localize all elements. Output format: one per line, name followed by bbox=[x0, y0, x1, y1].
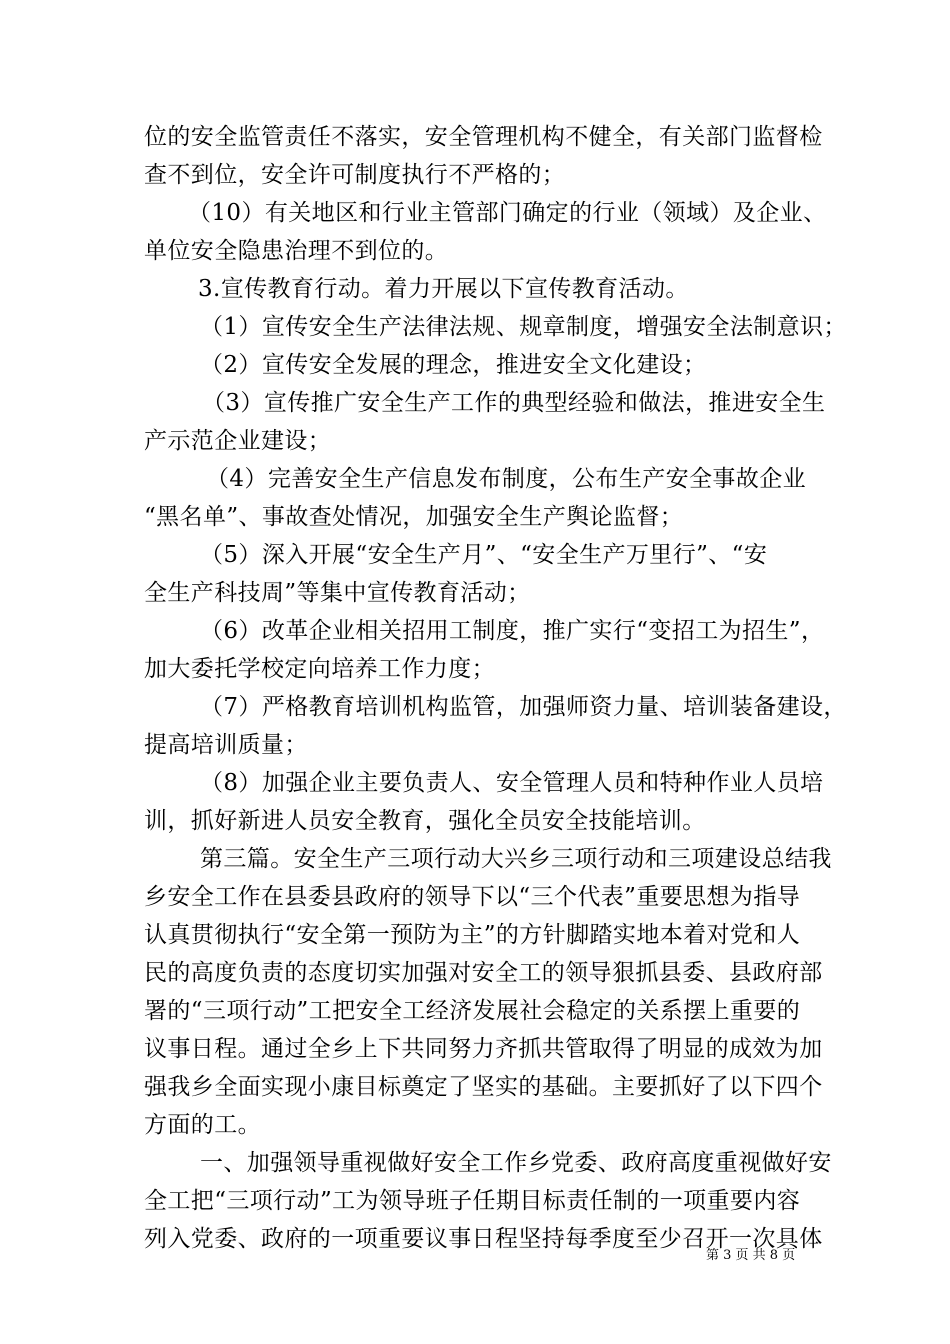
text-line: 全工把“三项行动”工为领导班子任期目标责任制的一项重要内容 bbox=[144, 1188, 801, 1214]
text-line: 加大委托学校定向培养工作力度； bbox=[144, 656, 495, 682]
text-line: 一、加强领导重视做好安全工作乡党委、政府高度重视做好安 bbox=[200, 1150, 832, 1176]
text-line: 查不到位，安全许可制度执行不严格的； bbox=[144, 162, 566, 188]
text-line: 列入党委、政府的一项重要议事日程坚持每季度至少召开一次具体 bbox=[144, 1226, 823, 1252]
text-line: 全生产科技周”等集中宣传教育活动； bbox=[144, 580, 531, 606]
text-line: 方面的工。 bbox=[144, 1112, 261, 1138]
text-line: 署的“三项行动”工把安全工经济发展社会稳定的关系摆上重要的 bbox=[144, 998, 801, 1024]
text-line: （5）深入开展“安全生产月”、“安全生产万里行”、“安 bbox=[200, 542, 768, 568]
text-line: 提高培训质量； bbox=[144, 732, 308, 758]
text-line: 认真贯彻执行“安全第一预防为主”的方针脚踏实地本着对党和人 bbox=[144, 922, 801, 948]
text-line: （10）有关地区和行业主管部门确定的行业（领域）及企业、 bbox=[188, 200, 827, 226]
text-line: （7）严格教育培训机构监管，加强师资力量、培训装备建设， bbox=[200, 694, 847, 720]
page-number: 第 3 页 共 8 页 bbox=[706, 1248, 796, 1263]
text-line: （4）完善安全生产信息发布制度，公布生产安全事故企业 bbox=[206, 466, 807, 492]
text-line: 乡安全工作在县委县政府的领导下以“三个代表”重要思想为指导 bbox=[144, 884, 801, 910]
text-line: 产示范企业建设； bbox=[144, 428, 332, 454]
text-line: （3）宣传推广安全生产工作的典型经验和做法，推进安全生 bbox=[202, 390, 826, 416]
text-line: 第三篇。安全生产三项行动大兴乡三项行动和三项建设总结我 bbox=[200, 846, 832, 872]
text-line: 强我乡全面实现小康目标奠定了坚实的基础。主要抓好了以下四个 bbox=[144, 1074, 823, 1100]
text-line: 民的高度负责的态度切实加强对安全工的领导狠抓县委、县政府部 bbox=[144, 960, 823, 986]
text-line: 单位安全隐患治理不到位的。 bbox=[144, 238, 449, 264]
text-line: （6）改革企业相关招用工制度，推广实行“变招工为招生”， bbox=[200, 618, 825, 644]
text-line: 训，抓好新进人员安全教育，强化全员安全技能培训。 bbox=[144, 808, 706, 834]
text-line: “黑名单”、事故查处情况，加强安全生产舆论监督； bbox=[144, 504, 684, 530]
text-line: 3.宣传教育行动。着力开展以下宣传教育活动。 bbox=[198, 276, 689, 302]
text-line: （2）宣传安全发展的理念，推进安全文化建设； bbox=[200, 352, 707, 378]
text-line: 议事日程。通过全乡上下共同努力齐抓共管取得了明显的成效为加 bbox=[144, 1036, 823, 1062]
text-line: （1）宣传安全生产法律法规、规章制度，增强安全法制意识； bbox=[200, 314, 847, 340]
text-line: 位的安全监管责任不落实，安全管理机构不健全，有关部门监督检 bbox=[144, 124, 823, 150]
text-line: （8）加强企业主要负责人、安全管理人员和特种作业人员培 bbox=[200, 770, 824, 796]
